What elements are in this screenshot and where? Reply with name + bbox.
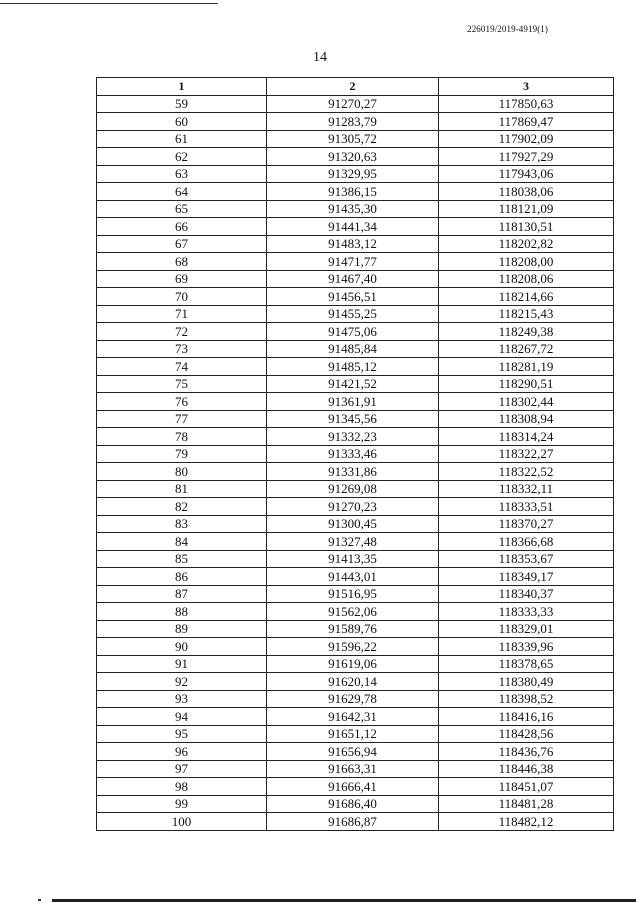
table-cell-col-1: 97 [97, 760, 267, 778]
table-cell-col-1: 78 [97, 428, 267, 446]
table-cell-col-2: 91300,45 [267, 515, 439, 533]
table-row [97, 620, 614, 638]
table-cell-col-1: 70 [97, 288, 267, 306]
table-cell-col-2: 91589,76 [267, 620, 439, 638]
column-header-1: 1 [97, 78, 267, 96]
table-cell-col-1: 91 [97, 655, 267, 673]
table-cell-col-3: 118398,52 [439, 690, 614, 708]
table-cell-col-2: 91596,22 [267, 638, 439, 656]
table-cell-col-1: 86 [97, 568, 267, 586]
table-cell-col-2: 91435,30 [267, 200, 439, 218]
table-row [97, 113, 614, 131]
table-cell-col-2: 91327,48 [267, 533, 439, 551]
table-row [97, 428, 614, 446]
table-cell-col-2: 91467,40 [267, 270, 439, 288]
table-cell-col-2: 91629,78 [267, 690, 439, 708]
table-cell-col-2: 91562,06 [267, 603, 439, 621]
table-cell-col-1: 100 [97, 813, 267, 831]
table-cell-col-1: 99 [97, 795, 267, 813]
table-cell-col-3: 118482,12 [439, 813, 614, 831]
table-cell-col-3: 118332,11 [439, 480, 614, 498]
table-row [97, 655, 614, 673]
table-cell-col-2: 91456,51 [267, 288, 439, 306]
table-cell-col-3: 118038,06 [439, 183, 614, 201]
table-row [97, 323, 614, 341]
table-cell-col-1: 92 [97, 673, 267, 691]
table-cell-col-1: 96 [97, 743, 267, 761]
table-row [97, 130, 614, 148]
table-cell-col-1: 73 [97, 340, 267, 358]
table-row [97, 480, 614, 498]
table-cell-col-1: 68 [97, 253, 267, 271]
document-number: 226019/2019-4919(1) [467, 24, 548, 34]
table-cell-col-1: 94 [97, 708, 267, 726]
table-cell-col-3: 118214,66 [439, 288, 614, 306]
table-cell-col-3: 118446,38 [439, 760, 614, 778]
header-row [97, 78, 614, 96]
table-cell-col-2: 91421,52 [267, 375, 439, 393]
table-body [97, 95, 614, 830]
table-row [97, 743, 614, 761]
table-row [97, 725, 614, 743]
table-cell-col-2: 91413,35 [267, 550, 439, 568]
table-cell-col-2: 91441,34 [267, 218, 439, 236]
table-row [97, 235, 614, 253]
table-cell-col-1: 87 [97, 585, 267, 603]
table-cell-col-3: 118249,38 [439, 323, 614, 341]
table-cell-col-3: 118329,01 [439, 620, 614, 638]
bottom-rule [52, 899, 636, 902]
table-cell-col-2: 91269,08 [267, 480, 439, 498]
table-cell-col-1: 88 [97, 603, 267, 621]
table-cell-col-3: 118267,72 [439, 340, 614, 358]
top-rule [0, 3, 218, 4]
table-cell-col-2: 91331,86 [267, 463, 439, 481]
table-cell-col-1: 66 [97, 218, 267, 236]
table-row [97, 358, 614, 376]
table-cell-col-1: 71 [97, 305, 267, 323]
table-cell-col-3: 118370,27 [439, 515, 614, 533]
table-cell-col-2: 91620,14 [267, 673, 439, 691]
table-cell-col-3: 118378,65 [439, 655, 614, 673]
table-cell-col-2: 91283,79 [267, 113, 439, 131]
table-row [97, 463, 614, 481]
column-header-3: 3 [439, 78, 614, 96]
table-cell-col-3: 118340,37 [439, 585, 614, 603]
table-row [97, 270, 614, 288]
table-row [97, 690, 614, 708]
bottom-mark [38, 899, 41, 901]
table-cell-col-3: 118353,67 [439, 550, 614, 568]
table-cell-col-2: 91320,63 [267, 148, 439, 166]
table-row [97, 148, 614, 166]
table-row [97, 515, 614, 533]
table-header [97, 78, 614, 96]
table-row [97, 410, 614, 428]
table-cell-col-1: 61 [97, 130, 267, 148]
table-cell-col-1: 95 [97, 725, 267, 743]
table-cell-col-2: 91332,23 [267, 428, 439, 446]
table-cell-col-3: 118281,19 [439, 358, 614, 376]
table-cell-col-2: 91345,56 [267, 410, 439, 428]
table-row [97, 813, 614, 831]
table-cell-col-2: 91663,31 [267, 760, 439, 778]
table-row [97, 760, 614, 778]
table-cell-col-1: 80 [97, 463, 267, 481]
table-cell-col-1: 64 [97, 183, 267, 201]
table-cell-col-3: 118208,00 [439, 253, 614, 271]
table-cell-col-2: 91485,12 [267, 358, 439, 376]
table-cell-col-2: 91642,31 [267, 708, 439, 726]
table-cell-col-2: 91329,95 [267, 165, 439, 183]
page-number: 14 [313, 50, 327, 65]
table-cell-col-3: 118436,76 [439, 743, 614, 761]
table-cell-col-2: 91270,27 [267, 95, 439, 113]
table-cell-col-2: 91656,94 [267, 743, 439, 761]
table-row [97, 550, 614, 568]
table-cell-col-3: 118215,43 [439, 305, 614, 323]
table-cell-col-3: 117927,29 [439, 148, 614, 166]
table-row [97, 288, 614, 306]
table-row [97, 498, 614, 516]
table-cell-col-3: 118366,68 [439, 533, 614, 551]
table-row [97, 183, 614, 201]
table-row [97, 778, 614, 796]
table-cell-col-1: 72 [97, 323, 267, 341]
table-row [97, 253, 614, 271]
table-row [97, 165, 614, 183]
table-cell-col-2: 91443,01 [267, 568, 439, 586]
table-cell-col-1: 81 [97, 480, 267, 498]
table-cell-col-3: 118121,09 [439, 200, 614, 218]
table-cell-col-3: 118416,16 [439, 708, 614, 726]
table-row [97, 603, 614, 621]
table-cell-col-3: 118308,94 [439, 410, 614, 428]
table-row [97, 200, 614, 218]
table-cell-col-2: 91305,72 [267, 130, 439, 148]
table-row [97, 568, 614, 586]
table-cell-col-1: 98 [97, 778, 267, 796]
table-cell-col-1: 84 [97, 533, 267, 551]
coordinates-table [96, 77, 614, 831]
table-cell-col-1: 93 [97, 690, 267, 708]
table-row [97, 305, 614, 323]
table-row [97, 218, 614, 236]
table-row [97, 638, 614, 656]
table-cell-col-3: 118302,44 [439, 393, 614, 411]
table-row [97, 533, 614, 551]
table-cell-col-1: 65 [97, 200, 267, 218]
table-cell-col-2: 91455,25 [267, 305, 439, 323]
table-cell-col-3: 118428,56 [439, 725, 614, 743]
table-cell-col-1: 89 [97, 620, 267, 638]
table-cell-col-2: 91619,06 [267, 655, 439, 673]
table-cell-col-2: 91485,84 [267, 340, 439, 358]
table-cell-col-1: 83 [97, 515, 267, 533]
table-cell-col-1: 90 [97, 638, 267, 656]
table-cell-col-3: 117869,47 [439, 113, 614, 131]
table-cell-col-1: 63 [97, 165, 267, 183]
table-cell-col-3: 117850,63 [439, 95, 614, 113]
table-row [97, 795, 614, 813]
table-cell-col-1: 85 [97, 550, 267, 568]
table-cell-col-1: 69 [97, 270, 267, 288]
table-cell-col-1: 82 [97, 498, 267, 516]
table-cell-col-3: 118481,28 [439, 795, 614, 813]
table-cell-col-2: 91471,77 [267, 253, 439, 271]
table-row [97, 393, 614, 411]
table-cell-col-2: 91686,40 [267, 795, 439, 813]
table-cell-col-3: 118202,82 [439, 235, 614, 253]
table-cell-col-3: 117902,09 [439, 130, 614, 148]
table-cell-col-3: 118130,51 [439, 218, 614, 236]
table-cell-col-1: 79 [97, 445, 267, 463]
table-cell-col-2: 91651,12 [267, 725, 439, 743]
table-cell-col-1: 60 [97, 113, 267, 131]
table-cell-col-3: 118314,24 [439, 428, 614, 446]
table-cell-col-3: 118333,51 [439, 498, 614, 516]
table-cell-col-3: 118208,06 [439, 270, 614, 288]
table-cell-col-3: 117943,06 [439, 165, 614, 183]
table-cell-col-2: 91361,91 [267, 393, 439, 411]
table-cell-col-3: 118322,52 [439, 463, 614, 481]
table-cell-col-1: 67 [97, 235, 267, 253]
table-cell-col-2: 91475,06 [267, 323, 439, 341]
table-cell-col-2: 91483,12 [267, 235, 439, 253]
table-row [97, 95, 614, 113]
table-cell-col-2: 91686,87 [267, 813, 439, 831]
table-cell-col-2: 91386,15 [267, 183, 439, 201]
table-row [97, 585, 614, 603]
table-row [97, 708, 614, 726]
table-cell-col-3: 118380,49 [439, 673, 614, 691]
table-cell-col-3: 118451,07 [439, 778, 614, 796]
table-row [97, 375, 614, 393]
table-cell-col-1: 59 [97, 95, 267, 113]
table-cell-col-3: 118349,17 [439, 568, 614, 586]
table-cell-col-3: 118339,96 [439, 638, 614, 656]
column-header-2: 2 [267, 78, 439, 96]
table-row [97, 673, 614, 691]
table-cell-col-2: 91666,41 [267, 778, 439, 796]
table-cell-col-1: 75 [97, 375, 267, 393]
table-cell-col-2: 91333,46 [267, 445, 439, 463]
table-cell-col-1: 62 [97, 148, 267, 166]
table-cell-col-3: 118333,33 [439, 603, 614, 621]
table-cell-col-1: 74 [97, 358, 267, 376]
table-cell-col-1: 76 [97, 393, 267, 411]
table-row [97, 340, 614, 358]
table-cell-col-3: 118290,51 [439, 375, 614, 393]
table-row [97, 445, 614, 463]
table-cell-col-3: 118322,27 [439, 445, 614, 463]
table-cell-col-2: 91270,23 [267, 498, 439, 516]
table-cell-col-1: 77 [97, 410, 267, 428]
table-cell-col-2: 91516,95 [267, 585, 439, 603]
